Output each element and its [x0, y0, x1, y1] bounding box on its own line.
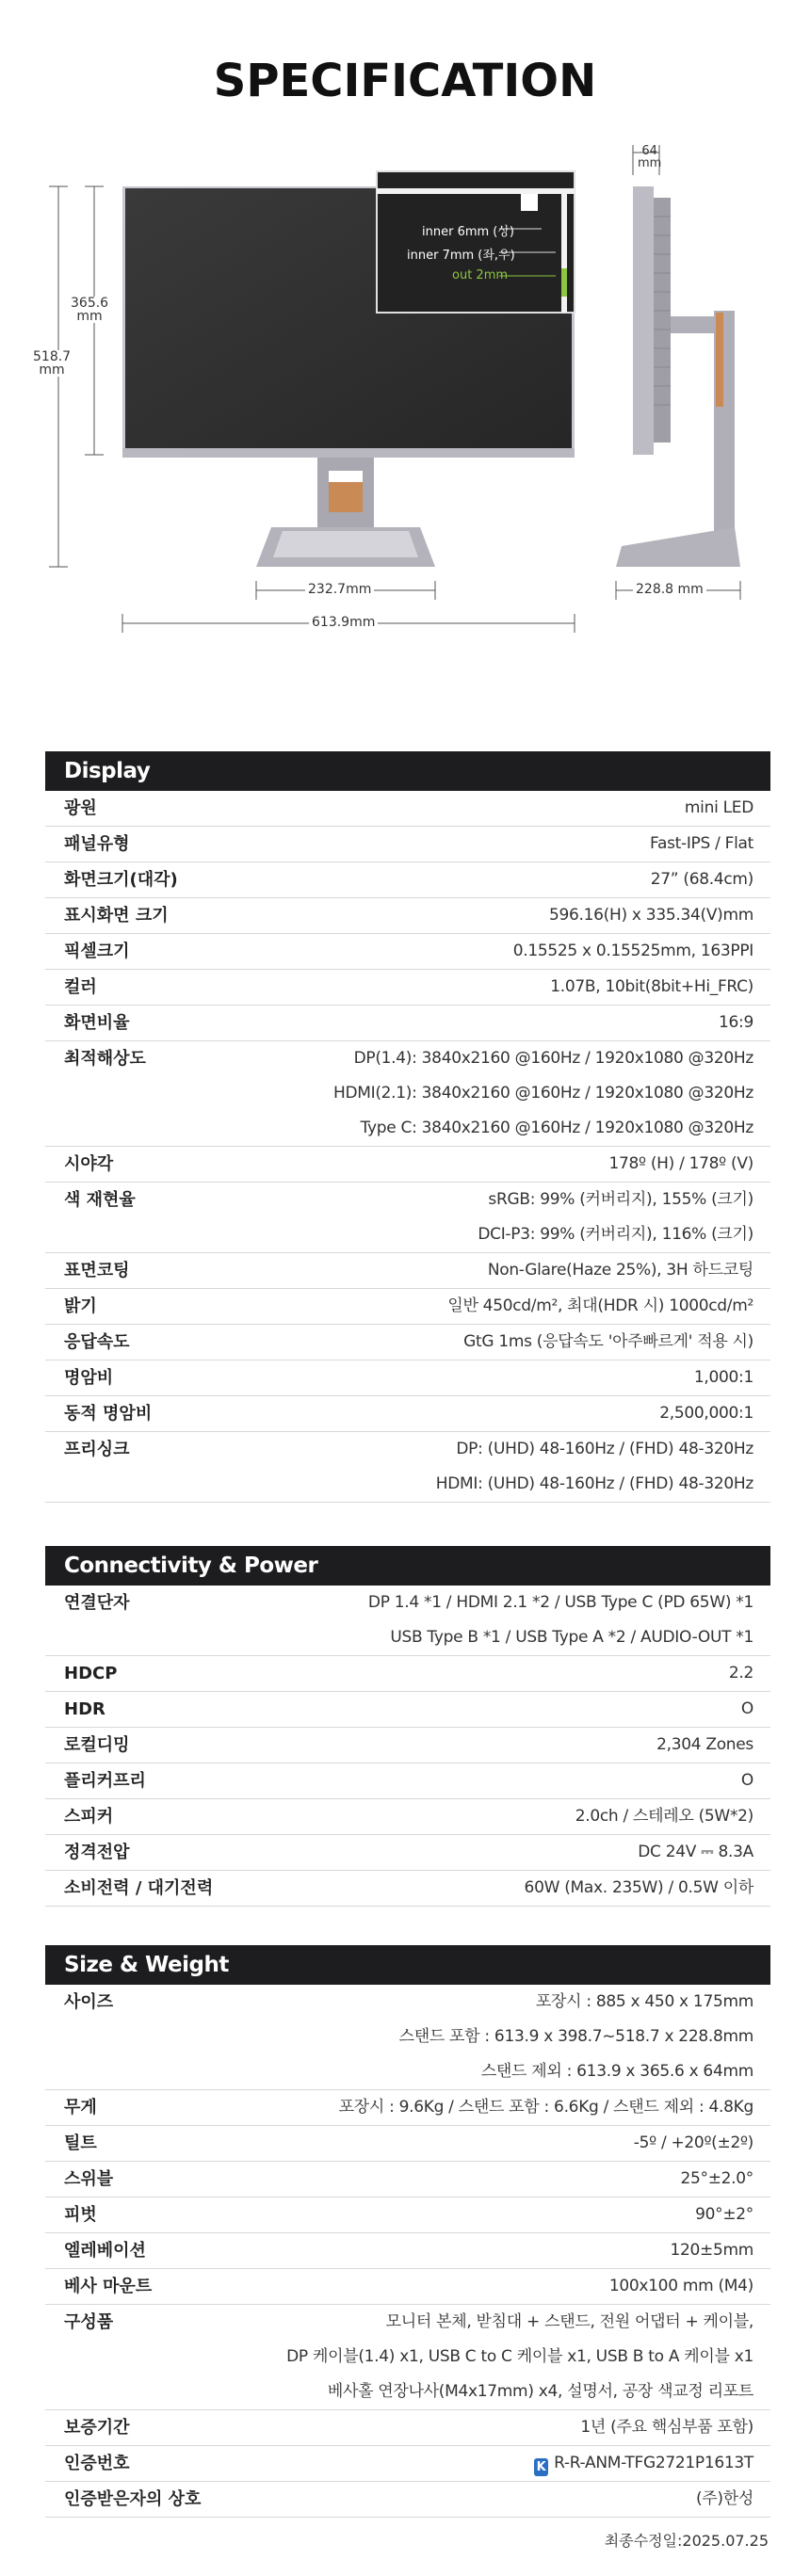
- stand-width-label: 232.7mm: [305, 582, 374, 597]
- spec-value: Fast-IPS / Flat: [650, 834, 753, 853]
- spec-row: [45, 1728, 770, 1763]
- spec-label: 정격전압: [64, 1843, 130, 1862]
- spec-values: [290, 1586, 770, 1655]
- spec-values: [290, 2233, 770, 2268]
- spec-label: 명암비: [64, 1368, 114, 1388]
- spec-row: [45, 970, 770, 1006]
- spec-row: [45, 1835, 770, 1871]
- spec-label: 무게: [64, 2098, 97, 2117]
- spec-row: [45, 1692, 770, 1728]
- spec-row: [45, 1871, 770, 1907]
- spec-label: 응답속도: [64, 1332, 130, 1352]
- spec-value: DP 1.4 *1 / HDMI 2.1 *2 / USB Type C (PD 65W) *1: [367, 1593, 753, 1612]
- spec-label: 베사 마운트: [64, 2277, 153, 2296]
- spec-label: 최적해상도: [64, 1049, 146, 1069]
- spec-value: 178º (H) / 178º (V): [608, 1154, 753, 1173]
- spec-row: [45, 2090, 770, 2126]
- spec-row: [45, 2233, 770, 2269]
- spec-values: [290, 1041, 770, 1146]
- spec-value: 일반 450cd/m², 최대(HDR 시) 1000cd/m²: [447, 1296, 753, 1315]
- spec-row: [45, 898, 770, 934]
- spec-row: [45, 2305, 770, 2410]
- spec-values: [290, 862, 770, 897]
- spec-value: 60W (Max. 235W) / 0.5W 이하: [524, 1878, 753, 1897]
- spec-label: 구성품: [64, 2312, 114, 2332]
- spec-value: HDMI(2.1): 3840x2160 @160Hz / 1920x1080 @320Hz: [332, 1084, 753, 1103]
- spec-value: 스탠드 제외 : 613.9 x 365.6 x 64mm: [480, 2062, 753, 2081]
- spec-value: 2,304 Zones: [656, 1735, 753, 1754]
- spec-value: 포장시 : 9.6Kg / 스탠드 포함 : 6.6Kg / 스탠드 제외 : 4.8Kg: [338, 2098, 753, 2117]
- spec-row: [45, 1041, 770, 1147]
- spec-values: [290, 1360, 770, 1395]
- spec-row: [45, 1586, 770, 1656]
- callout-inner-side: inner 7mm (좌,우): [407, 249, 515, 263]
- spec-label: 색 재현율: [64, 1190, 136, 1210]
- spec-label: 인증받은자의 상호: [64, 2489, 202, 2509]
- spec-values: [290, 934, 770, 969]
- spec-values: [290, 1871, 770, 1906]
- spec-values: [290, 2162, 770, 2197]
- spec-value: DP: (UHD) 48-160Hz / (FHD) 48-320Hz: [456, 1440, 753, 1458]
- spec-value: [290, 2446, 753, 2481]
- spec-label: 스피커: [64, 1807, 114, 1827]
- spec-row: [45, 1763, 770, 1799]
- spec-values: [290, 1183, 770, 1252]
- spec-value: DP(1.4): 3840x2160 @160Hz / 1920x1080 @320Hz: [353, 1049, 753, 1068]
- spec-values: [290, 1835, 770, 1870]
- spec-value: HDMI: (UHD) 48-160Hz / (FHD) 48-320Hz: [435, 1474, 753, 1493]
- spec-table: [45, 1586, 770, 1907]
- spec-value: 2.0ch / 스테레오 (5W*2): [575, 1807, 753, 1826]
- spec-values: [290, 1432, 770, 1502]
- section-header: Size & Weight: [45, 1945, 770, 1985]
- spec-value: 16:9: [719, 1013, 753, 1032]
- spec-label: 피벗: [64, 2205, 97, 2225]
- spec-value: 2,500,000:1: [659, 1404, 753, 1423]
- spec-label: 사이즈: [64, 1992, 114, 2012]
- spec-value: O: [740, 1771, 753, 1790]
- spec-row: [45, 1325, 770, 1360]
- spec-value: 1,000:1: [693, 1368, 753, 1387]
- section-header: Display: [45, 751, 770, 791]
- spec-row: [45, 2198, 770, 2233]
- spec-values: [286, 2305, 770, 2409]
- spec-values: [290, 1799, 770, 1834]
- spec-row: [45, 2126, 770, 2162]
- spec-value: sRGB: 99% (커버리지), 155% (크기): [488, 1190, 753, 1209]
- spec-label: 패널유형: [64, 834, 130, 854]
- spec-label: 광원: [64, 798, 97, 818]
- spec-label: 플리커프리: [64, 1771, 146, 1791]
- spec-value: 0.15525 x 0.15525mm, 163PPI: [512, 942, 753, 960]
- spec-value: 1년 (주요 핵심부품 포함): [580, 2418, 753, 2437]
- spec-row: [45, 2446, 770, 2482]
- spec-value: -5º / +20º(±2º): [633, 2133, 753, 2152]
- spec-label: HDR: [64, 1699, 105, 1719]
- spec-row: [45, 1183, 770, 1253]
- height-inner-label: 365.6 mm: [68, 297, 111, 323]
- spec-row: [45, 1985, 770, 2090]
- spec-table: [45, 1985, 770, 2518]
- spec-value: mini LED: [684, 798, 753, 817]
- monitor-illustration: [0, 132, 810, 640]
- spec-value: 25°±2.0°: [680, 2169, 753, 2188]
- spec-values: [290, 1006, 770, 1040]
- size-weight-section: [45, 1945, 770, 2518]
- spec-row: [45, 1656, 770, 1692]
- spec-label: 프리싱크: [64, 1440, 130, 1459]
- depth-top-label: 64 mm: [638, 144, 662, 170]
- spec-label: 밝기: [64, 1296, 97, 1316]
- spec-label: HDCP: [64, 1664, 118, 1683]
- spec-values: [290, 2482, 770, 2517]
- spec-row: [45, 1289, 770, 1325]
- spec-value: 1.07B, 10bit(8bit+Hi_FRC): [550, 977, 753, 996]
- spec-row: [45, 2162, 770, 2198]
- spec-label: 틸트: [64, 2133, 97, 2153]
- spec-value: Non-Glare(Haze 25%), 3H 하드코팅: [487, 1261, 753, 1280]
- spec-label: 화면비율: [64, 1013, 130, 1033]
- spec-label: 로컬디밍: [64, 1735, 130, 1755]
- spec-label: 시야각: [64, 1154, 114, 1174]
- spec-label: 엘레베이션: [64, 2241, 146, 2261]
- spec-values: [290, 1763, 770, 1798]
- last-updated: 최종수정일:2025.07.25: [604, 2532, 769, 2550]
- spec-value: (주)한성: [695, 2489, 753, 2508]
- spec-value: GtG 1ms (응답속도 '아주빠르게' 적용 시): [463, 1332, 753, 1351]
- spec-value-text: R-R-ANM-TFG2721P1613T: [554, 2454, 753, 2472]
- spec-values: [290, 1325, 770, 1360]
- spec-label: 화면크기(대각): [64, 870, 178, 890]
- spec-row: [45, 1396, 770, 1432]
- callout-inner-top: inner 6mm (상): [422, 225, 514, 239]
- side-stand-base: [616, 527, 740, 567]
- spec-row: [45, 1147, 770, 1183]
- spec-row: [45, 862, 770, 898]
- spec-label: 소비전력 / 대기전력: [64, 1878, 214, 1898]
- side-panel: [633, 186, 654, 455]
- spec-row: [45, 2482, 770, 2518]
- spec-value: Type C: 3840x2160 @160Hz / 1920x1080 @320Hz: [360, 1119, 753, 1137]
- spec-value: DC 24V ⎓ 8.3A: [638, 1843, 753, 1861]
- spec-value: DCI-P3: 99% (커버리지), 116% (크기): [478, 1225, 753, 1244]
- spec-row: [45, 1432, 770, 1503]
- spec-value: 596.16(H) x 335.34(V)mm: [549, 906, 753, 925]
- connectivity-section: [45, 1546, 770, 1907]
- display-section: [45, 751, 770, 1503]
- spec-value: 100x100 mm (M4): [608, 2277, 753, 2295]
- spec-value: USB Type B *1 / USB Type A *2 / AUDIO-OUT *1: [390, 1628, 753, 1647]
- spec-value: 스탠드 포함 : 613.9 x 398.7~518.7 x 228.8mm: [398, 2027, 753, 2046]
- spec-values: [290, 1147, 770, 1182]
- spec-values: [290, 1253, 770, 1288]
- spec-values: [290, 970, 770, 1005]
- height-outer-label: 518.7 mm: [30, 350, 73, 377]
- spec-row: [45, 1360, 770, 1396]
- spec-value: 90°±2°: [695, 2205, 753, 2224]
- spec-values: [290, 791, 770, 826]
- spec-value: O: [740, 1699, 753, 1718]
- spec-row: [45, 791, 770, 827]
- spec-row: [45, 1006, 770, 1041]
- spec-values: [290, 2446, 770, 2481]
- total-width-label: 613.9mm: [309, 615, 378, 630]
- spec-values: [290, 2410, 770, 2445]
- spec-value: 2.2: [728, 1664, 753, 1682]
- spec-table: [45, 791, 770, 1503]
- spec-row: [45, 2269, 770, 2305]
- section-header: Connectivity & Power: [45, 1546, 770, 1586]
- spec-values: [290, 2269, 770, 2304]
- spec-label: 연결단자: [64, 1593, 130, 1613]
- callout-outer: out 2mm: [452, 268, 509, 282]
- spec-label: 동적 명암비: [64, 1404, 153, 1424]
- spec-row: [45, 1799, 770, 1835]
- kc-cert-icon: K: [534, 2458, 548, 2476]
- spec-values: [290, 1396, 770, 1431]
- spec-label: 픽셀크기: [64, 942, 130, 961]
- spec-value: 27” (68.4cm): [650, 870, 753, 889]
- spec-label: 표시화면 크기: [64, 906, 169, 926]
- spec-values: [290, 2198, 770, 2232]
- spec-value: 포장시 : 885 x 450 x 175mm: [535, 1992, 753, 2011]
- spec-values: [290, 1656, 770, 1691]
- spec-value: DP 케이블(1.4) x1, USB C to C 케이블 x1, USB B to A 케이블 x1: [286, 2347, 753, 2366]
- spec-values: [290, 1289, 770, 1324]
- spec-values: [290, 1985, 770, 2089]
- spec-values: [290, 827, 770, 861]
- spec-row: [45, 2410, 770, 2446]
- depth-stand-label: 228.8 mm: [633, 582, 706, 597]
- spec-label: 인증번호: [64, 2454, 130, 2473]
- spec-values: [290, 1728, 770, 1763]
- spec-label: 컬러: [64, 977, 97, 997]
- spec-label: 표면코팅: [64, 1261, 130, 1280]
- spec-value: 베사홀 연장나사(M4x17mm) x4, 설명서, 공장 색교정 리포트: [327, 2382, 753, 2401]
- spec-label: 스위블: [64, 2169, 114, 2189]
- spec-values: [290, 898, 770, 933]
- spec-row: [45, 934, 770, 970]
- dimension-diagram: [0, 132, 810, 640]
- spec-values: [290, 2090, 770, 2125]
- spec-row: [45, 827, 770, 862]
- spec-value: 모니터 본체, 받침대 + 스탠드, 전원 어댑터 + 케이블,: [385, 2312, 753, 2331]
- spec-values: [290, 2126, 770, 2161]
- spec-label: 보증기간: [64, 2418, 130, 2438]
- page-title: SPECIFICATION: [213, 55, 597, 107]
- spec-values: [290, 1692, 770, 1727]
- spec-value: 120±5mm: [670, 2241, 753, 2260]
- spec-row: [45, 1253, 770, 1289]
